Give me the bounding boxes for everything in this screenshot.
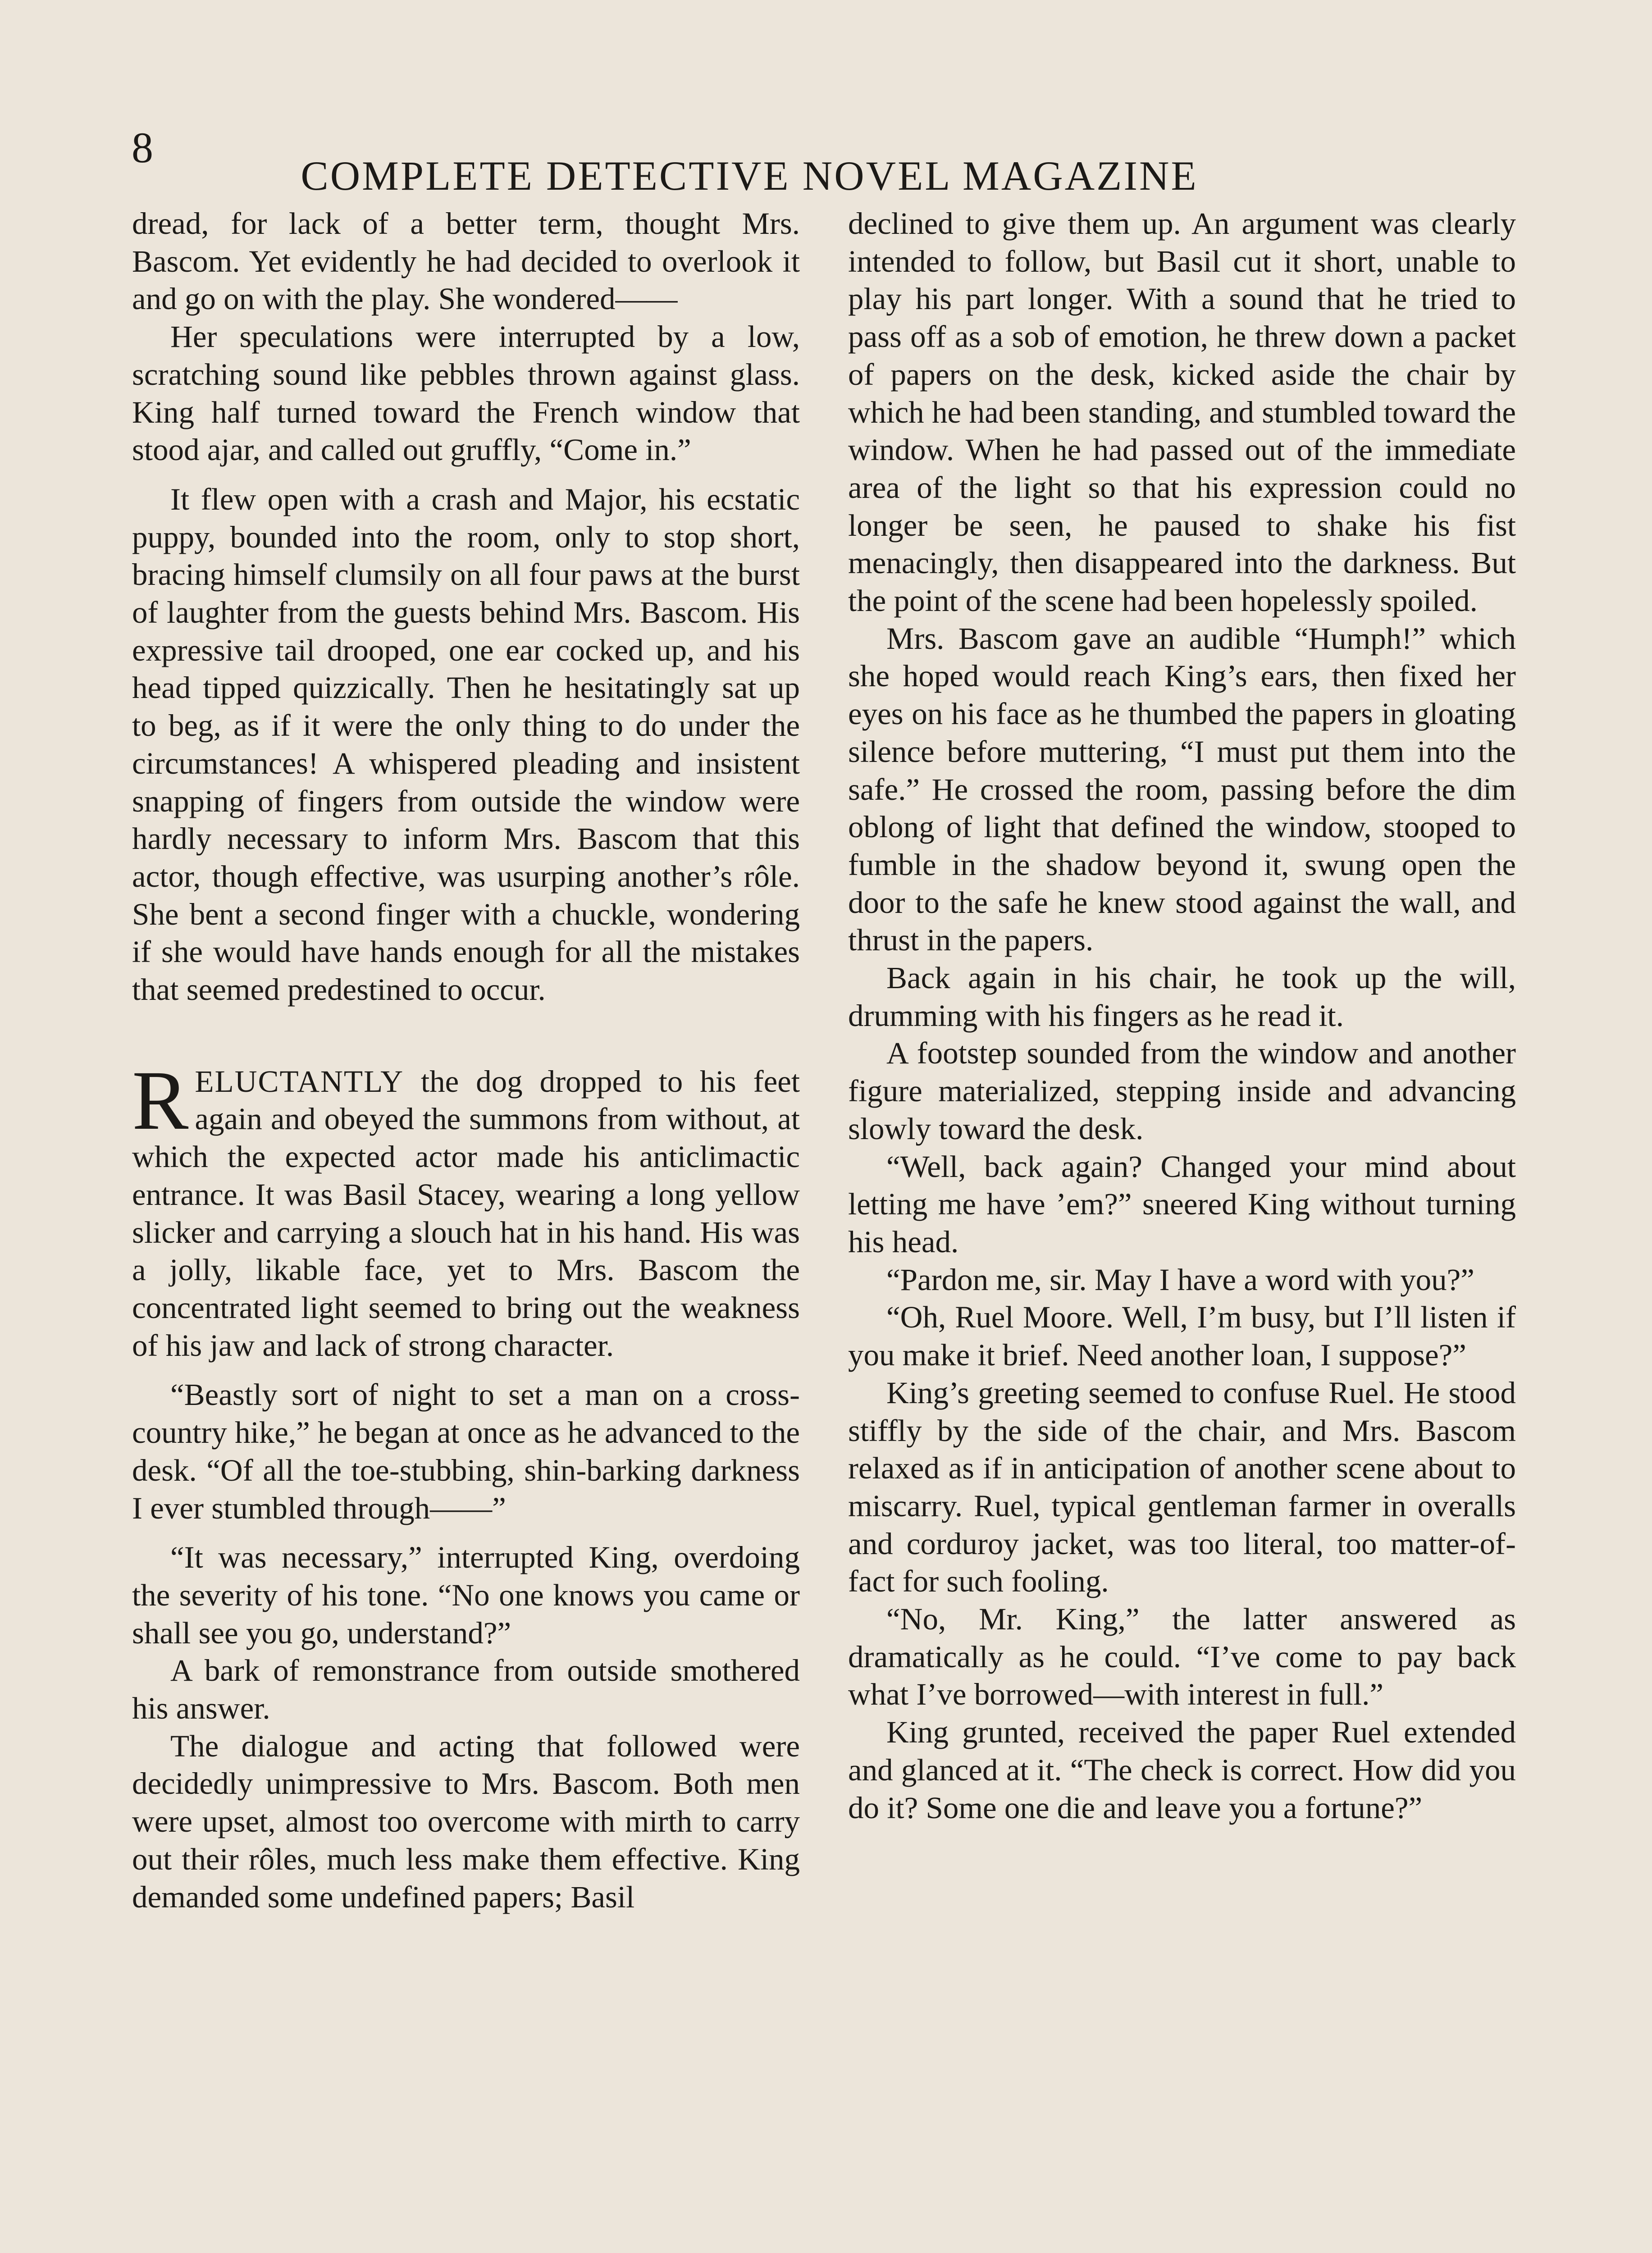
- paragraph: “No, Mr. King,” the latter answered as dramatically as he could. “I’ve come to pay back what I’ve borrowed—with interest in full.”: [848, 1602, 1516, 1712]
- paragraph: “It was necessary,” interrupted King, overdoing the severity of his tone. “No one knows you came or shall see you go, understand?”: [132, 1540, 800, 1650]
- section-opening-paragraph: [132, 1053, 800, 1365]
- paragraph: A bark of remonstrance from outside smothered his answer.: [132, 1653, 800, 1726]
- small-caps-lead: ELUCTANTLY: [195, 1064, 404, 1099]
- paragraph: King’s greeting seemed to confuse Ruel. He stood stiffly by the side of the chair, and Mrs. Bascom relaxed as if in anticipation of another scene about to miscarry. Ruel, typical gentleman farmer in overalls and corduroy jacket, was too literal, too matter-of-fact for such fooling.: [848, 1375, 1516, 1599]
- drop-cap: R: [132, 1053, 189, 1147]
- paragraph: It flew open with a crash and Major, his ecstatic puppy, bounded into the room, only to stop short, bracing himself clumsily on all four paws at the burst of laughter from the guests behind Mrs. Bascom. His expressive tail drooped, one ear cocked up, and his head tipped quizzically. Then he hesitatingly sat up to beg, as if it were the only thing to do under the circumstances! A whispered pleading and insistent snapping of fingers from outside the window were hardly necessary to inform Mrs. Bascom that this actor, though effective, was usurping another’s rôle. She bent a second finger with a chuckle, wondering if she would have hands enough for all the mistakes that seemed predestined to occur.: [132, 482, 800, 1007]
- paragraph: Back again in his chair, he took up the will, drumming with his fingers as he read it.: [848, 961, 1516, 1033]
- paragraph: Mrs. Bascom gave an audible “Humph!” which she hoped would reach King’s ears, then fixed her eyes on his face as he thumbed the papers in gloating silence before muttering, “I must put them into the safe.” He crossed the room, passing before the dim oblong of light that defined the window, stooped to fumble in the shadow beyond it, swung open the door to the safe he knew stood against the wall, and thrust in the papers.: [848, 621, 1516, 958]
- paragraph: “Beastly sort of night to set a man on a cross-country hike,” he began at once as he advanced to the desk. “Of all the toe-stubbing, shin-barking darkness I ever stumbled through——”: [132, 1377, 800, 1525]
- page-number: 8: [132, 123, 153, 172]
- left-column: [132, 205, 800, 1916]
- paragraph: “Well, back again? Changed your mind about letting me have ’em?” sneered King without turning his head.: [848, 1149, 1516, 1259]
- paragraph-text: the dog dropped to his feet again and obeyed the summons from without, at which the expected actor made his anticlimactic entrance. It was Basil Stacey, wearing a long yellow slicker and carrying a slouch hat in his hand. His was a jolly, likable face, yet to Mrs. Bascom the concentrated light seemed to bring out the weakness of his jaw and lack of strong character.: [132, 1064, 800, 1363]
- paragraph: The dialogue and acting that followed were decidedly unimpressive to Mrs. Bascom. Both men were upset, almost too overcome with mirth to carry out their rôles, much less make them effective. King demanded some undefined papers; Basil: [132, 1729, 800, 1914]
- paragraph: “Oh, Ruel Moore. Well, I’m busy, but I’ll listen if you make it brief. Need another loan, I suppose?”: [848, 1300, 1516, 1373]
- paragraph: King grunted, received the paper Ruel extended and glanced at it. “The check is correct. How did you do it? Some one die and leave you a fortune?”: [848, 1715, 1516, 1825]
- paragraph: Her speculations were interrupted by a low, scratching sound like pebbles thrown against glass. King half turned toward the French window that stood ajar, and called out gruffly, “Come in.”: [132, 319, 800, 467]
- page-header: [132, 116, 1304, 199]
- paragraph: “Pardon me, sir. May I have a word with you?”: [886, 1262, 1474, 1297]
- paragraph: A footstep sounded from the window and another figure materialized, stepping inside and advancing slowly toward the desk.: [848, 1036, 1516, 1146]
- right-column: [848, 205, 1516, 1827]
- paragraph: declined to give them up. An argument was clearly intended to follow, but Basil cut it short, unable to play his part longer. With a sound that he tried to pass off as a sob of emotion, he threw down a packet of papers on the desk, kicked aside the chair by which he had been standing, and stumbled toward the window. When he had passed out of the immediate area of the light so that his expression could no longer be seen, he paused to shake his fist menacingly, then disappeared into the darkness. But the point of the scene had been hopelessly spoiled.: [848, 206, 1516, 618]
- paragraph: dread, for lack of a better term, thought Mrs. Bascom. Yet evidently he had decided to overlook it and go on with the play. She wondered——: [132, 206, 800, 316]
- running-title: COMPLETE DETECTIVE NOVEL MAGAZINE: [301, 152, 1198, 199]
